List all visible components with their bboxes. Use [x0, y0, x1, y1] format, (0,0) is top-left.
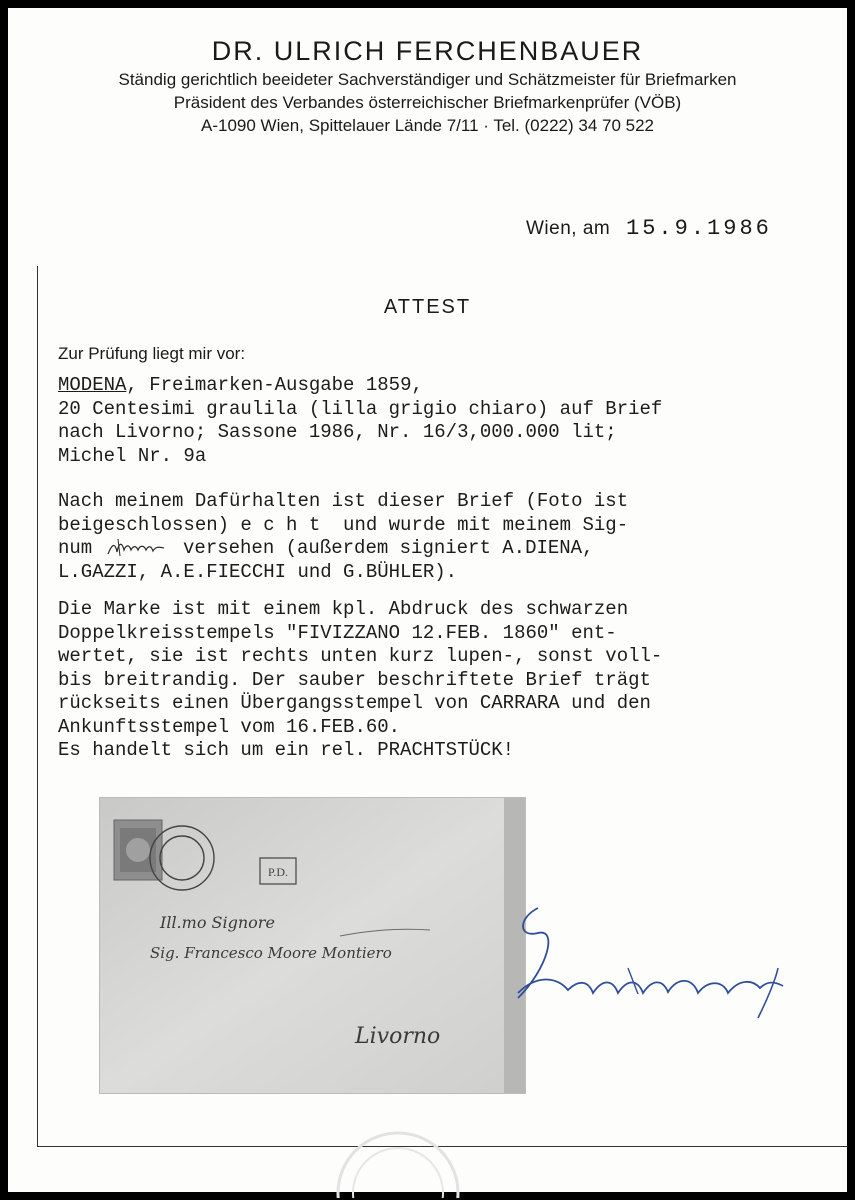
cover-photo: [100, 798, 525, 1093]
country-name: MODENA: [58, 374, 127, 396]
opinion-line1: Nach meinem Dafürhalten ist dieser Brief (Foto ist: [58, 490, 629, 512]
date-value: 15.9.1986: [626, 216, 772, 241]
desc-line6: Ankunftsstempel vom 16.FEB.60.: [58, 715, 401, 738]
expert-address: A-1090 Wien, Spittelauer Lände 7/11 · Tel. (0222) 34 70 522: [200, 116, 654, 135]
signum-mark: [106, 536, 166, 560]
desc-line3: wertet, sie ist rechts unten kurz lupen-, sonst voll-: [58, 645, 663, 667]
opinion-line3-start: num: [58, 537, 104, 559]
desc-line4: bis breitrandig. Der sauber beschriftete Brief trägt: [58, 668, 651, 691]
cover-photo-image: [100, 798, 525, 1093]
item-line1: , Freimarken-Ausgabe 1859,: [126, 374, 423, 396]
opinion-line2: beigeschlossen) e c h t und wurde mit meinem Sig-: [58, 513, 629, 536]
condition-paragraph: [58, 598, 662, 763]
desc-line5: rückseits einen Übergangsstempel von CARRARA und den: [58, 692, 651, 714]
item-line4: Michel Nr. 9a: [58, 444, 207, 467]
certificate-date: [526, 216, 772, 241]
opinion-line4: L.GAZZI, A.E.FIECCHI und G.BÜHLER).: [58, 560, 458, 583]
expert-signature: [478, 898, 808, 1048]
letterhead: [8, 34, 847, 137]
intro-text: Zur Prüfung liegt mir vor:: [58, 344, 246, 363]
desc-line2: Doppelkreisstempels "FIVIZZANO 12.FEB. 1860" ent-: [58, 621, 617, 644]
expert-association: Präsident des Verbandes österreichischer Briefmarkenprüfer (VÖB): [173, 93, 682, 112]
date-label: Wien, am: [526, 218, 611, 239]
certificate-title: ATTEST: [383, 296, 472, 318]
expert-name: DR. ULRICH FERCHENBAUER: [211, 36, 644, 66]
opinion-line3-end: versehen (außerdem signiert A.DIENA,: [171, 537, 594, 559]
desc-line7: Es handelt sich um ein rel. PRACHTSTÜCK!: [58, 739, 515, 761]
embossed-seal: [328, 1118, 468, 1198]
expert-title: Ständig gerichtlich beeideter Sachverständiger und Schätzmeister für Briefmarken: [118, 70, 737, 89]
desc-line1: Die Marke ist mit einem kpl. Abdruck des schwarzen: [58, 598, 629, 620]
item-line3: nach Livorno; Sassone 1986, Nr. 16/3,000.000 lit;: [58, 421, 617, 443]
svg-text:Livorno: Livorno: [355, 1024, 441, 1049]
svg-text:P.D.: P.D.: [267, 865, 289, 879]
item-description: [58, 374, 662, 468]
postage-stamp: [114, 820, 162, 880]
svg-text:Ill.mo Signore: Ill.mo Signore: [160, 913, 275, 932]
svg-text:Sig. Francesco Moore Montiero: Sig. Francesco Moore Montiero: [150, 944, 392, 962]
item-line2: 20 Centesimi graulila (lilla grigio chiaro) auf Brief: [58, 397, 663, 420]
certificate-sheet: [8, 8, 847, 1192]
